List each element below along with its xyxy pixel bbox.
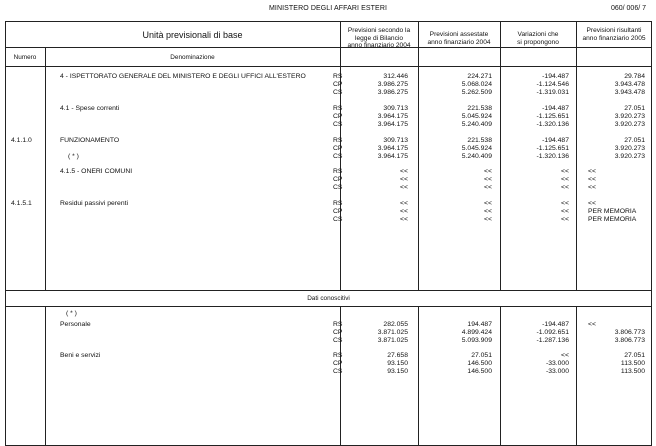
value-col4: 3.943.478 <box>614 89 645 96</box>
line-code: RS <box>333 137 343 144</box>
value-col2: << <box>484 168 492 175</box>
value-col1: 3.964.175 <box>377 121 408 128</box>
value-col1: 93.150 <box>387 360 408 367</box>
row-note: ( * ) <box>68 153 79 160</box>
dati-note: ( * ) <box>66 310 77 317</box>
value-col3: -1.287.136 <box>536 337 569 344</box>
value-col1: 309.713 <box>383 105 408 112</box>
value-col3: << <box>561 216 569 223</box>
line-code: RS <box>333 73 343 80</box>
value-col3: -33.000 <box>545 360 569 367</box>
value-col4: 27.051 <box>624 137 645 144</box>
col4-header: Previsioni risultanti anno finanziario 2005 <box>582 27 646 42</box>
value-col4: 3.920.273 <box>614 121 645 128</box>
page-code: 060/ 006/ 7 <box>610 5 646 12</box>
line-code: RS <box>333 352 343 359</box>
value-col2: 146.500 <box>467 368 492 375</box>
value-col2: << <box>484 176 492 183</box>
value-col2: 221.538 <box>467 137 492 144</box>
value-col4: << <box>588 321 596 328</box>
line-code: CP <box>333 113 343 120</box>
line-code: RS <box>333 200 343 207</box>
line-code: RS <box>333 105 343 112</box>
line-code: RS <box>333 168 343 175</box>
value-col4: 27.051 <box>624 105 645 112</box>
value-col4: 3.943.478 <box>614 81 645 88</box>
dati-group-label: Beni e servizi <box>60 352 101 359</box>
value-col2: << <box>484 208 492 215</box>
value-col1: 27.658 <box>387 352 408 359</box>
value-col3: -1.125.651 <box>536 113 569 120</box>
header-bottom-line <box>5 66 652 67</box>
col4-divider-lower <box>576 306 577 446</box>
line-code: CS <box>333 184 343 191</box>
value-col1: << <box>400 168 408 175</box>
ministry-title: MINISTERO DEGLI AFFARI ESTERI <box>268 5 388 12</box>
value-col1: << <box>400 200 408 207</box>
line-code: CP <box>333 81 343 88</box>
numero-divider <box>45 47 46 290</box>
value-col2: 5.045.924 <box>461 113 492 120</box>
line-code: CP <box>333 176 343 183</box>
value-col4: 3.920.273 <box>614 113 645 120</box>
value-col2: 224.271 <box>467 73 492 80</box>
value-col2: 221.538 <box>467 105 492 112</box>
value-col1: << <box>400 176 408 183</box>
value-col3: -1.125.651 <box>536 145 569 152</box>
value-col4: << <box>588 200 596 207</box>
row-numero: 4.1.5.1 <box>11 200 32 207</box>
value-col1: 282.055 <box>383 321 408 328</box>
col3-header: Variazioni che si propongono <box>517 31 559 46</box>
value-col4: 113.500 <box>620 368 645 375</box>
value-col4: << <box>588 168 596 175</box>
line-code: CS <box>333 89 343 96</box>
line-code: CP <box>333 208 343 215</box>
value-col4: << <box>588 184 596 191</box>
line-code: CP <box>333 145 343 152</box>
dati-title: Dati conoscitivi <box>307 295 350 302</box>
line-code: RS <box>333 321 343 328</box>
value-col3: -194.487 <box>542 321 569 328</box>
value-col4: 3.806.773 <box>614 329 645 336</box>
value-col2: 5.262.509 <box>461 89 492 96</box>
numero-divider-lower <box>45 306 46 446</box>
value-col3: -194.487 <box>542 105 569 112</box>
row-denominazione: 4.1 - Spese correnti <box>60 105 120 112</box>
value-col1: << <box>400 216 408 223</box>
value-col2: 194.487 <box>467 321 492 328</box>
value-col2: 4.899.424 <box>461 329 492 336</box>
line-code: CS <box>333 121 343 128</box>
value-col2: 27.051 <box>471 352 492 359</box>
row-numero: 4.1.1.0 <box>11 137 32 144</box>
value-col1: << <box>400 184 408 191</box>
value-col2: 5.068.024 <box>461 81 492 88</box>
row-denominazione: FUNZIONAMENTO <box>60 137 120 144</box>
value-col1: 3.871.025 <box>377 337 408 344</box>
line-code: CS <box>333 368 343 375</box>
value-col1: 312.446 <box>383 73 408 80</box>
value-col4: 3.920.273 <box>614 145 645 152</box>
dati-bottom-line <box>5 306 652 307</box>
col-denominazione-header: Denominazione <box>170 54 215 61</box>
value-col1: 3.964.175 <box>377 153 408 160</box>
value-col3: -194.487 <box>542 73 569 80</box>
value-col4: 3.920.273 <box>614 153 645 160</box>
value-col2: 5.093.909 <box>461 337 492 344</box>
value-col4: PER MEMORIA <box>588 216 637 223</box>
value-col3: << <box>561 208 569 215</box>
value-col1: 3.986.275 <box>377 81 408 88</box>
value-col3: << <box>561 352 569 359</box>
value-col4: << <box>588 176 596 183</box>
value-col3: -1.320.136 <box>536 121 569 128</box>
value-col3: << <box>561 200 569 207</box>
row-denominazione: Residui passivi perenti <box>60 200 129 207</box>
row-denominazione: 4 - ISPETTORATO GENERALE DEL MINISTERO E DEGLI UFFICI ALL'ESTERO <box>60 73 306 80</box>
col2-header: Previsioni assestate anno finanziario 2004 <box>427 31 491 46</box>
value-col2: 146.500 <box>467 360 492 367</box>
row-denominazione: 4.1.5 - ONERI COMUNI <box>60 168 133 175</box>
line-code: CS <box>333 153 343 160</box>
value-col3: << <box>561 184 569 191</box>
dati-group-label: Personale <box>60 321 91 328</box>
value-col4: PER MEMORIA <box>588 208 637 215</box>
value-col1: 3.964.175 <box>377 145 408 152</box>
value-col2: << <box>484 216 492 223</box>
value-col3: << <box>561 176 569 183</box>
value-col3: -194.487 <box>542 137 569 144</box>
value-col3: -1.320.136 <box>536 153 569 160</box>
value-col3: -1.319.031 <box>536 89 569 96</box>
value-col2: 5.240.409 <box>461 153 492 160</box>
value-col3: -33.000 <box>545 368 569 375</box>
value-col1: 3.871.025 <box>377 329 408 336</box>
value-col4: 113.500 <box>620 360 645 367</box>
value-col1: 309.713 <box>383 137 408 144</box>
header-divider <box>5 47 652 48</box>
line-code: CP <box>333 329 343 336</box>
col-numero-header: Numero <box>13 54 37 61</box>
value-col1: 93.150 <box>387 368 408 375</box>
value-col3: << <box>561 168 569 175</box>
line-code: CS <box>333 216 343 223</box>
value-col1: << <box>400 208 408 215</box>
line-code: CS <box>333 337 343 344</box>
value-col2: 5.240.409 <box>461 121 492 128</box>
value-col2: 5.045.924 <box>461 145 492 152</box>
group-title: Unità previsionali di base <box>142 30 243 40</box>
value-col4: 29.784 <box>624 73 645 80</box>
value-col4: 27.051 <box>624 352 645 359</box>
value-col3: -1.092.651 <box>536 329 569 336</box>
value-col4: 3.806.773 <box>614 337 645 344</box>
line-code: CP <box>333 360 343 367</box>
value-col2: << <box>484 200 492 207</box>
value-col2: << <box>484 184 492 191</box>
value-col1: 3.964.175 <box>377 113 408 120</box>
dati-top-line <box>5 290 652 291</box>
value-col1: 3.986.275 <box>377 89 408 96</box>
col1-header: Previsioni secondo la legge di Bilancio anno finanziario 2004 <box>347 27 411 50</box>
value-col3: -1.124.546 <box>536 81 569 88</box>
